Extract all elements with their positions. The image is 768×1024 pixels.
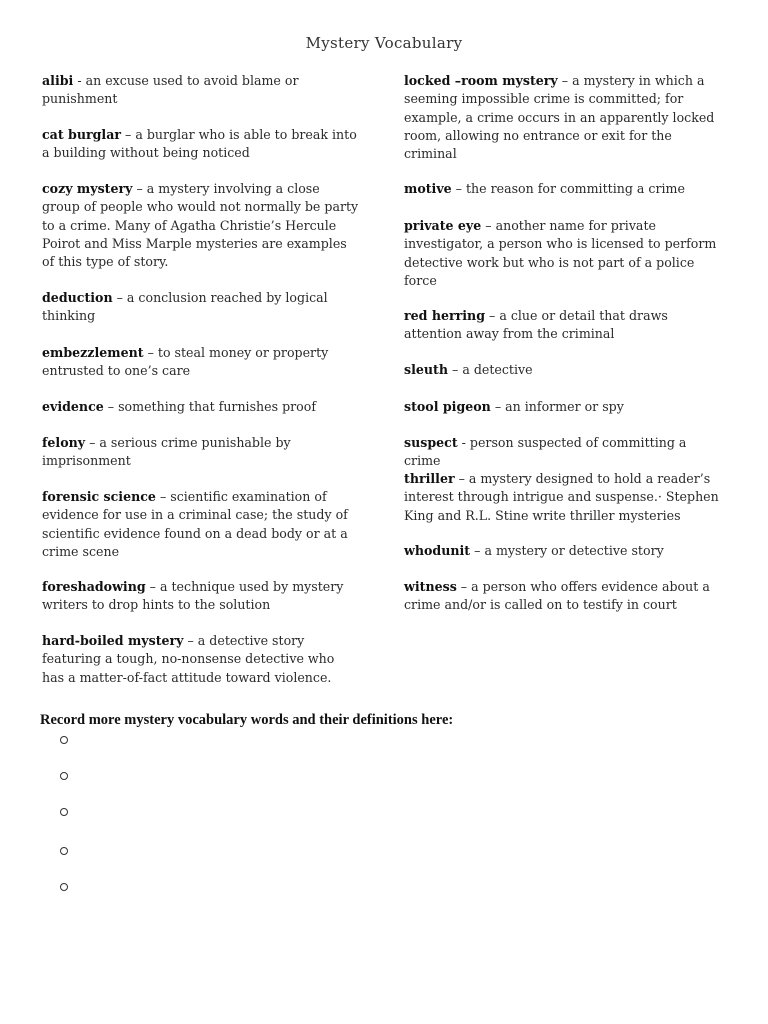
vocab-definition: the reason for committing a crime bbox=[465, 181, 685, 196]
vocab-term: whodunit bbox=[404, 543, 471, 558]
vocab-separator: – bbox=[454, 471, 469, 486]
vocab-definition: a mystery involving a close group of people who would not normally be party to a crime. Many of Agatha Christie’s Hercule Poirot and Miss Marple mysteries are examples of this type of story. bbox=[42, 181, 359, 270]
vocab-definition: a mystery in which a seeming impossible crime is committed; for example, a crime occurs in an apparently locked room, allowing no entrance or exit for the criminal bbox=[404, 73, 715, 162]
vocab-term: cozy mystery bbox=[42, 181, 133, 196]
vocab-entry bbox=[404, 578, 722, 615]
vocab-separator: – bbox=[481, 218, 496, 233]
vocab-definition: person suspected of committing a crime bbox=[404, 435, 687, 469]
vocab-definition: scientific examination of evidence for use in a criminal case; the study of scientific evidence found on a dead body or at a crime scene bbox=[42, 489, 348, 559]
vocab-separator: – bbox=[448, 362, 463, 377]
vocab-entry bbox=[404, 470, 722, 525]
vocab-term: private eye bbox=[404, 218, 482, 233]
vocab-term: alibi bbox=[42, 73, 74, 88]
vocab-entry bbox=[404, 361, 722, 379]
vocab-definition: an informer or spy bbox=[505, 399, 624, 414]
bullet-icon bbox=[60, 808, 68, 816]
vocab-separator: – bbox=[145, 579, 160, 594]
vocab-definition: a person who offers evidence about a crime and/or is called on to testify in court bbox=[404, 579, 710, 613]
vocab-term: hard-boiled mystery bbox=[42, 633, 184, 648]
vocab-separator: - bbox=[457, 435, 470, 450]
vocab-separator: – bbox=[121, 127, 136, 142]
vocab-term: forensic science bbox=[42, 489, 156, 504]
vocab-term: embezzlement bbox=[42, 345, 144, 360]
vocab-definition: a mystery designed to hold a reader’s interest through intrigue and suspense.· Stephen King and R.L. Stine write thriller mysteries bbox=[404, 471, 719, 523]
vocab-separator: – bbox=[456, 579, 472, 594]
vocab-definition: a burglar who is able to break into a building without being noticed bbox=[42, 127, 357, 161]
vocab-entry bbox=[404, 217, 722, 290]
vocab-term: sleuth bbox=[404, 362, 449, 377]
vocab-separator: – bbox=[155, 489, 171, 504]
bullet-icon bbox=[60, 847, 68, 855]
vocab-term: evidence bbox=[42, 399, 104, 414]
vocab-entry bbox=[42, 434, 360, 471]
vocab-separator: – bbox=[490, 399, 506, 414]
vocab-entry bbox=[404, 72, 722, 163]
vocab-definition: a conclusion reached by logical thinking bbox=[42, 290, 328, 324]
vocab-separator: – bbox=[470, 543, 485, 558]
vocab-definition: a clue or detail that draws attention away from the criminal bbox=[404, 308, 668, 342]
record-prompt: Record more mystery vocabulary words and their definitions here: bbox=[40, 712, 454, 728]
vocab-term: motive bbox=[404, 181, 452, 196]
vocab-term: suspect bbox=[404, 435, 458, 450]
vocab-definition: a detective bbox=[462, 362, 533, 377]
vocab-term: deduction bbox=[42, 290, 113, 305]
vocab-separator: – bbox=[557, 73, 573, 88]
vocab-term: thriller bbox=[404, 471, 455, 486]
vocab-entry bbox=[42, 126, 360, 163]
vocab-entry bbox=[404, 434, 722, 471]
vocab-definition: a technique used by mystery writers to drop hints to the solution bbox=[42, 579, 344, 613]
vocab-definition: another name for private investigator, a person who is licensed to perform detective work but who is not part of a police force bbox=[404, 218, 717, 288]
vocab-separator: – bbox=[103, 399, 119, 414]
vocab-term: red herring bbox=[404, 308, 486, 323]
vocab-term: felony bbox=[42, 435, 86, 450]
vocab-entry bbox=[42, 488, 360, 561]
vocab-entry bbox=[42, 578, 360, 615]
vocab-term: foreshadowing bbox=[42, 579, 146, 594]
vocab-definition: a detective story featuring a tough, no-nonsense detective who has a matter-of-fact attitude toward violence. bbox=[42, 633, 335, 685]
vocab-entry bbox=[42, 180, 360, 271]
vocab-definition: an excuse used to avoid blame or punishment bbox=[42, 73, 299, 107]
vocab-separator: – bbox=[451, 181, 466, 196]
vocab-separator: – bbox=[143, 345, 158, 360]
vocab-entry bbox=[404, 542, 722, 560]
vocab-entry bbox=[42, 289, 360, 326]
vocab-entry bbox=[404, 398, 722, 416]
vocab-separator: - bbox=[73, 73, 86, 88]
page-title: Mystery Vocabulary bbox=[305, 34, 463, 52]
vocab-term: witness bbox=[404, 579, 457, 594]
vocab-term: locked –room mystery bbox=[404, 73, 558, 88]
vocab-term: stool pigeon bbox=[404, 399, 491, 414]
vocab-entry bbox=[404, 307, 722, 344]
vocab-term: cat burglar bbox=[42, 127, 122, 142]
vocab-entry bbox=[42, 344, 360, 381]
vocab-entry bbox=[42, 398, 360, 416]
vocab-definition: to steal money or property entrusted to one’s care bbox=[42, 345, 329, 379]
vocab-definition: a serious crime punishable by imprisonment bbox=[42, 435, 291, 469]
vocab-definition: a mystery or detective story bbox=[484, 543, 664, 558]
vocab-entry bbox=[42, 72, 360, 109]
bullet-icon bbox=[60, 736, 68, 744]
vocab-entry bbox=[404, 180, 722, 198]
vocab-entry bbox=[42, 632, 360, 687]
vocab-separator: – bbox=[85, 435, 100, 450]
vocab-separator: – bbox=[183, 633, 198, 648]
bullet-icon bbox=[60, 883, 68, 891]
vocab-definition: something that furnishes proof bbox=[118, 399, 316, 414]
vocab-separator: – bbox=[112, 290, 127, 305]
vocab-separator: – bbox=[132, 181, 147, 196]
vocab-separator: – bbox=[485, 308, 500, 323]
bullet-icon bbox=[60, 772, 68, 780]
